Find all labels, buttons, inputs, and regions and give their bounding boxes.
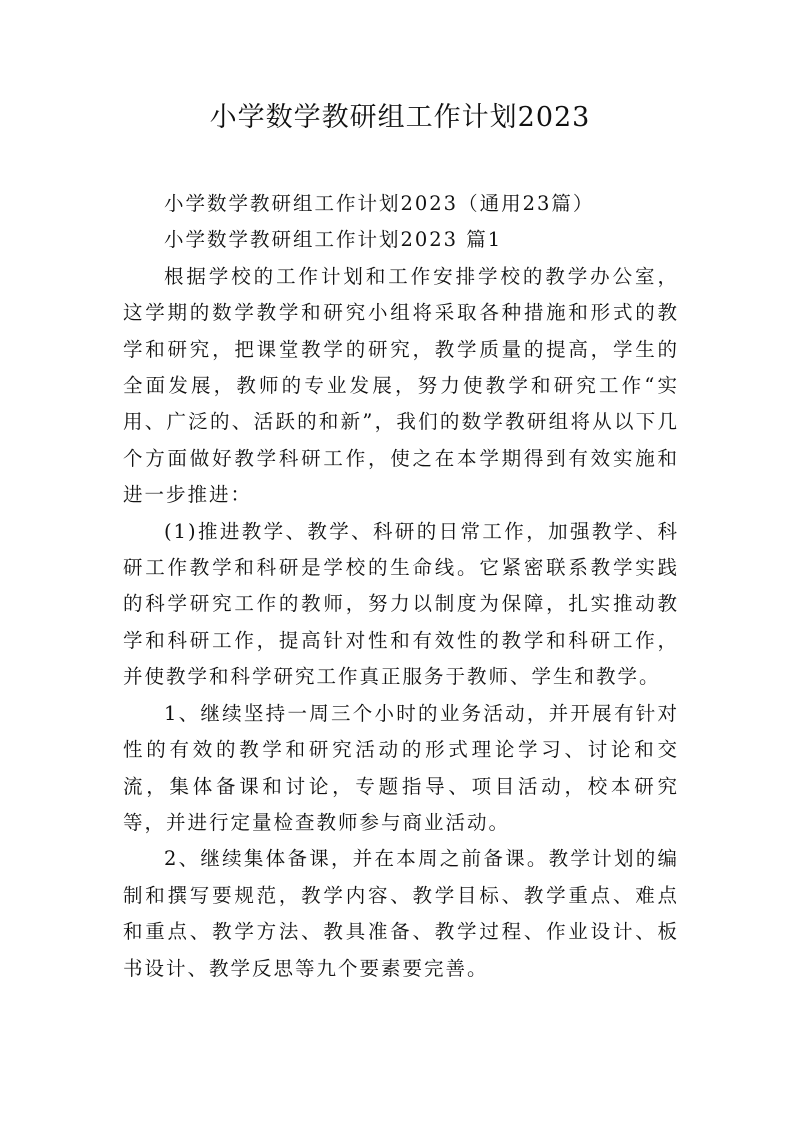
paragraph-item-2: 2、继续集体备课，并在本周之前备课。教学计划的编制和撰写要规范，教学内容、教学目标、教学重点、难点和重点、教学方法、教具准备、教学过程、作业设计、板书设计、教学反思等九个要素要完善。 — [123, 847, 679, 980]
document-title: 小学数学教研组工作计划2023 — [209, 102, 591, 133]
subtitle-article: 小学数学教研组工作计划2023 篇1 — [163, 228, 503, 252]
subtitle-collection: 小学数学教研组工作计划2023（通用23篇） — [163, 192, 595, 215]
paragraph-section-1: (1)推进教学、教学、科研的日常工作，加强教学、科研工作教学和科研是学校的生命线。它紧密联系教学实践的科学研究工作的教师，努力以制度为保障，扎实推动教学和科研工作，提高针对性和有效性的教学和科研工作，并使教学和科学研究工作真正服务于教师、学生和教学。 — [123, 519, 679, 689]
paragraph-intro: 根据学校的工作计划和工作安排学校的教学办公室，这学期的数学教学和研究小组将采取各种措施和形式的教学和研究，把课堂教学的研究，教学质量的提高，学生的全面发展，教师的专业发展，努力使教学和研究工作“实用、广泛的、活跃的和新”，我们的数学教研组将从以下几个方面做好教学科研工作，使之在本学期得到有效实施和进一步推进： — [123, 264, 679, 507]
paragraph-item-1: 1、继续坚持一周三个小时的业务活动，并开展有针对性的有效的教学和研究活动的形式理论学习、讨论和交流，集体备课和讨论，专题指导、项目活动，校本研究等，并进行定量检查教师参与商业活动。 — [123, 701, 679, 834]
document-body — [123, 186, 679, 987]
